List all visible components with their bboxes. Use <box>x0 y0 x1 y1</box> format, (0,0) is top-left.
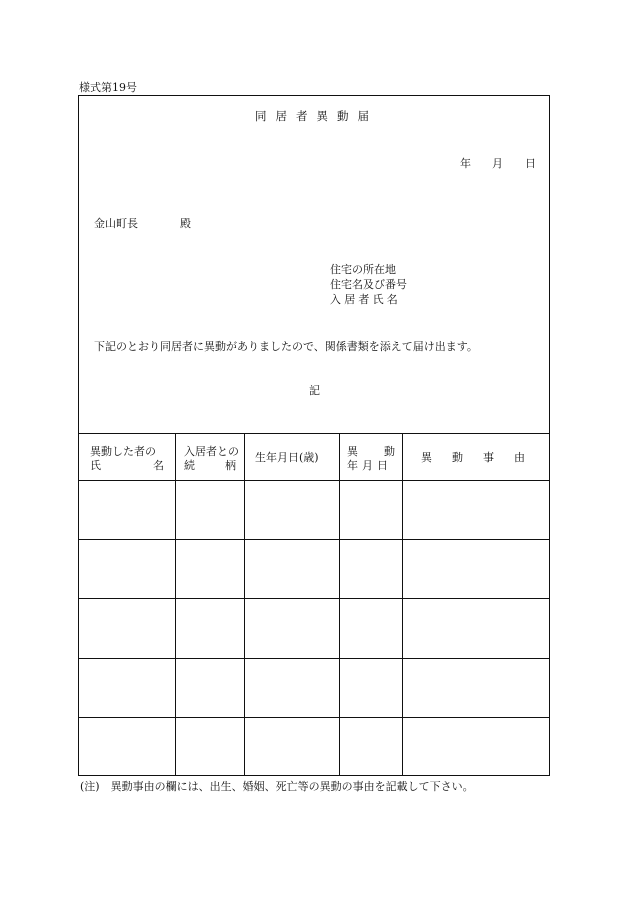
address-label: 住宅の所在地 <box>330 263 396 276</box>
col-header-relation-gara: 柄 <box>225 459 236 472</box>
col-header-relation-line1: 入居者との <box>184 445 239 458</box>
addressee-honorific: 殿 <box>180 217 191 230</box>
col-header-person-shi: 氏 <box>90 459 101 472</box>
row-divider <box>79 598 549 599</box>
row-divider <box>79 539 549 540</box>
addressee-name: 金山町長 <box>94 217 138 230</box>
housing-label: 住宅名及び番号 <box>330 278 407 291</box>
col-header-person-mei: 名 <box>153 459 164 472</box>
date-year-label: 年 <box>460 157 471 170</box>
footnote: (注) 異動事由の欄には、出生、婚姻、死亡等の異動の事由を記載して下さい。 <box>80 780 474 793</box>
col-header-relation-line2 <box>184 460 236 471</box>
col-header-person-line1: 異動した者の <box>90 445 156 458</box>
form-title: 同居者異動届 <box>255 109 378 123</box>
statement-text: 下記のとおり同居者に異動がありましたので、関係書類を添えて届け出ます。 <box>94 340 478 353</box>
col-header-person-line2 <box>90 460 164 471</box>
col-header-change-dou: 動 <box>384 445 395 458</box>
form-box <box>78 95 550 776</box>
col-header-reason: 異動事由 <box>421 451 545 464</box>
column-divider <box>402 433 403 776</box>
col-header-birthdate: 生年月日(歳) <box>255 451 319 464</box>
row-divider <box>79 717 549 718</box>
date-day-label: 日 <box>525 157 536 170</box>
column-divider <box>339 433 340 776</box>
column-divider <box>244 433 245 776</box>
form-number: 様式第19号 <box>79 81 137 94</box>
table-header-top-border <box>79 433 549 434</box>
column-divider <box>175 433 176 776</box>
table-header-bottom-border <box>79 480 549 481</box>
col-header-change-date: 年月日 <box>347 459 392 472</box>
date-month-label: 月 <box>492 157 503 170</box>
col-header-change-line1 <box>347 446 395 457</box>
resident-label: 入居者氏名 <box>330 293 401 306</box>
row-divider <box>79 658 549 659</box>
col-header-change-i: 異 <box>347 445 358 458</box>
col-header-relation-zoku: 続 <box>184 459 195 472</box>
ki-label: 記 <box>309 384 320 397</box>
